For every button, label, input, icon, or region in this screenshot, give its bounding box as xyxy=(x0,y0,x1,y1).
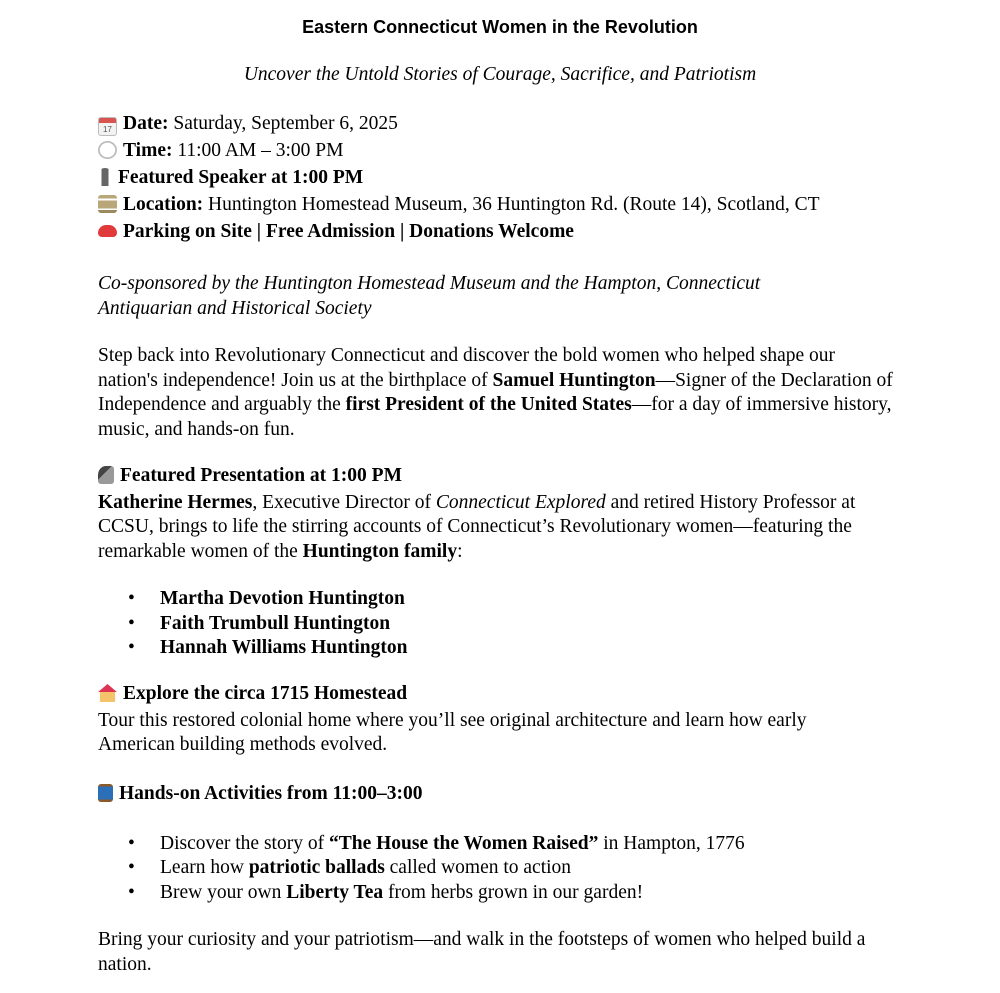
car-icon xyxy=(98,225,117,237)
list-item xyxy=(98,832,918,857)
presentation-text xyxy=(98,491,908,565)
location-label: Location: xyxy=(123,194,204,215)
museum-icon xyxy=(98,195,117,213)
time-label: Time: xyxy=(123,140,173,161)
list-item xyxy=(98,856,918,881)
intro-text: Step back into Revolutionary Connecticut and discover the bold women who helped shape our nation's independence! Join us at the birthplace of xyxy=(98,345,836,391)
homestead-text: Tour this restored colonial home where you’ll see original architecture and learn how early American building methods evolved. xyxy=(98,709,807,755)
text-bold: Huntington family xyxy=(302,540,458,562)
text: Brew your own xyxy=(160,881,287,903)
cosponsor-text: Co-sponsored by the Huntington Homestead Museum and the Hampton, Connecticut Antiquarian and Historical Society xyxy=(98,273,761,319)
clock-icon xyxy=(98,141,117,159)
item-text: Martha Devotion Huntington xyxy=(160,588,405,609)
intro-bold: Samuel Huntington xyxy=(492,369,656,391)
homestead-section xyxy=(98,682,868,758)
text: : xyxy=(457,540,463,562)
thread-spool-icon xyxy=(98,784,113,802)
house-icon xyxy=(98,684,117,702)
text: and retired History Professor at CCSU, brings to life the stirring accounts of Connecticut’s Revolutionary women—featuring the remarkable women of the xyxy=(98,491,856,562)
list-item xyxy=(98,587,918,612)
parking-text: Parking on Site | Free Admission | Donations Welcome xyxy=(123,221,574,242)
intro-text: —for a day of immersive history, music, and hands-on fun. xyxy=(98,394,892,440)
text: called women to action xyxy=(384,857,572,878)
section-heading: Hands-on Activities from 11:00–3:00 xyxy=(119,783,423,804)
intro-bold: first President of the United States xyxy=(345,394,632,415)
magazine-name: Connecticut Explored xyxy=(435,491,606,513)
item-text: Hannah Williams Huntington xyxy=(160,637,408,658)
date-label: Date: xyxy=(123,113,169,134)
section-heading: Featured Presentation at 1:00 PM xyxy=(120,465,402,486)
speaker-text: Featured Speaker at 1:00 PM xyxy=(118,167,364,188)
women-list xyxy=(98,587,918,661)
text-bold: patriotic ballads xyxy=(248,857,385,878)
list-item xyxy=(98,612,918,637)
presentation-section xyxy=(98,464,918,661)
text: Learn how xyxy=(160,857,249,878)
text: , Executive Director of xyxy=(252,491,436,513)
microphone-icon xyxy=(98,168,112,186)
microphone-icon xyxy=(98,466,114,484)
subtitle: Uncover the Untold Stories of Courage, Sacrifice, and Patriotism xyxy=(243,64,757,85)
text-bold: Liberty Tea xyxy=(286,881,384,903)
activities-list xyxy=(98,832,918,906)
section-heading: Explore the circa 1715 Homestead xyxy=(123,683,408,704)
location-line xyxy=(98,193,918,220)
time-value: 11:00 AM – 3:00 PM xyxy=(172,140,344,161)
intro-paragraph xyxy=(98,344,898,442)
time-line xyxy=(98,139,918,166)
calendar-icon: 17 xyxy=(98,117,117,136)
location-value: Huntington Homestead Museum, 36 Huntington Rd. (Route 14), Scotland, CT xyxy=(203,194,820,215)
list-item xyxy=(98,881,918,906)
text: Discover the story of xyxy=(160,832,329,854)
parking-line xyxy=(98,220,918,247)
page-title: Eastern Connecticut Women in the Revolution xyxy=(302,17,698,37)
list-item xyxy=(98,636,918,661)
speaker-name: Katherine Hermes xyxy=(98,491,253,513)
text: from herbs grown in our garden! xyxy=(383,881,644,903)
date-line xyxy=(98,112,918,139)
activities-section xyxy=(98,782,918,905)
closing-text: Bring your curiosity and your patriotism—and walk in the footsteps of women who helped build a nation. xyxy=(98,929,866,975)
item-text: Faith Trumbull Huntington xyxy=(160,612,391,634)
speaker-line xyxy=(98,166,918,193)
date-value: Saturday, September 6, 2025 xyxy=(168,113,398,134)
intro-text: —Signer of the Declaration of Independence and arguably the xyxy=(98,369,893,415)
text: in Hampton, 1776 xyxy=(598,832,745,854)
event-info xyxy=(98,112,918,247)
text-bold: “The House the Women Raised” xyxy=(328,832,599,854)
